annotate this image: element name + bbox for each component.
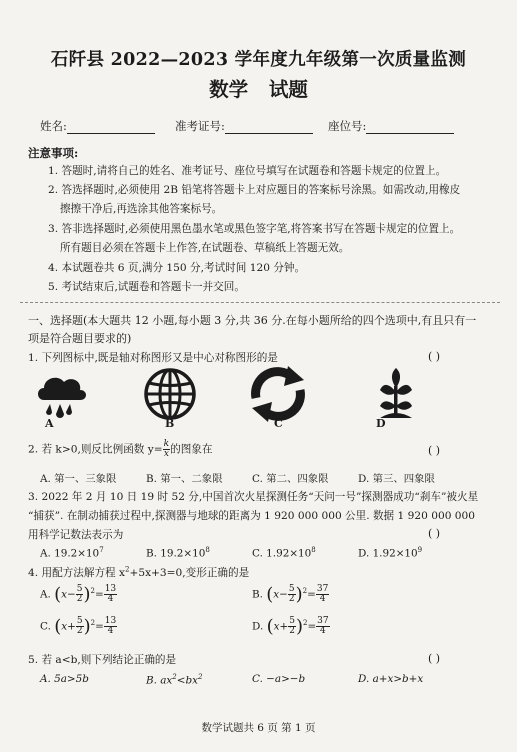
option-a: A. $19.2\times 10^7$ bbox=[40, 546, 104, 560]
option-c: C. $1.92\times 10^8$ bbox=[252, 546, 316, 560]
option-c: C. (x+ $\frac{5}{2}$ )$^2$= $\frac{13}{4}$ bbox=[40, 616, 117, 637]
seat-label: 座位号: bbox=[328, 119, 367, 133]
question-4-stem: 4. 用配方法解方程 $x^2+5x+3=0$,变形正确的是 bbox=[28, 565, 250, 579]
note-item: 2. 答选择题时,必须使用 2B 铅笔将答题卡上对应题目的答案标号涂黑。如需改动,用橡皮 bbox=[48, 184, 461, 196]
option-d: D. a+x>b+x bbox=[358, 673, 424, 685]
option-c: C. −a>−b bbox=[252, 673, 306, 685]
exam-id-label: 准考证号: bbox=[175, 119, 225, 133]
option-label: D bbox=[376, 417, 386, 430]
exam-id-blank bbox=[225, 121, 313, 134]
option-label: A bbox=[45, 417, 54, 430]
question-1-stem: 1. 下列图标中,既是轴对称图形又是中心对称图形的是 bbox=[28, 352, 278, 364]
option-c: C. 第二、四象限 bbox=[252, 473, 329, 485]
question-5-stem: 5. 若 a<b,则下列结论正确的是 bbox=[28, 654, 177, 666]
question-3-stem: 用科学记数法表示为 bbox=[28, 529, 124, 541]
option-b: B. $ax^2<bx^2$ bbox=[146, 673, 203, 687]
answer-paren: ( ) bbox=[428, 350, 441, 363]
option-label: B bbox=[165, 417, 175, 430]
option-d: D. (x+ $\frac{5}{2}$ )$^2$= $\frac{37}{4}$ bbox=[252, 616, 329, 637]
section-divider bbox=[20, 302, 500, 303]
answer-paren: ( ) bbox=[428, 652, 441, 665]
option-b: B. $19.2\times 10^8$ bbox=[146, 546, 210, 560]
answer-paren: ( ) bbox=[428, 444, 441, 457]
option-d: D. 第三、四象限 bbox=[358, 473, 435, 485]
seat-blank bbox=[366, 121, 454, 134]
note-item: 擦擦干净后,再选涂其他答案标号。 bbox=[60, 203, 223, 215]
note-item: 5. 考试结束后,试题卷和答题卡一并交回。 bbox=[48, 281, 245, 293]
option-b: B. 第一、二象限 bbox=[146, 473, 223, 485]
name-field bbox=[40, 118, 155, 134]
note-item: 所有题目必须在答题卡上作答,在试题卷、草稿纸上答题无效。 bbox=[60, 242, 350, 254]
seat-field bbox=[328, 118, 454, 134]
option-a: A. 第一、三象限 bbox=[40, 473, 117, 485]
page-footer: 数学试题共 6 页 第 1 页 bbox=[201, 722, 316, 734]
section-heading: 一、选择题(本大题共 12 小题,每小题 3 分,共 36 分.在每小题所给的四个选项中,有且只有一 bbox=[28, 314, 477, 327]
section-heading-cont: 项是符合题目要求的) bbox=[28, 332, 132, 345]
option-label: C bbox=[274, 417, 283, 430]
fraction: $\frac{k}{x}$ bbox=[163, 439, 170, 459]
option-b: B. (x− $\frac{5}{2}$ )$^2$= $\frac{37}{4}$ bbox=[252, 584, 329, 605]
sprout-icon bbox=[380, 368, 412, 418]
question-3-stem: 3. 2022 年 2 月 10 日 19 时 52 分,中国首次火星探测任务“天问一号”探测器成功“刹车”被火星 bbox=[28, 491, 479, 503]
exam-title: 石阡县 2022—2023 学年度九年级第一次质量监测 bbox=[50, 50, 467, 70]
rain-cloud-icon bbox=[38, 378, 86, 418]
question-1-icons bbox=[24, 366, 494, 426]
name-blank bbox=[67, 121, 155, 134]
option-d: D. $1.92\times 10^9$ bbox=[358, 546, 423, 560]
exam-id-field bbox=[175, 118, 313, 134]
question-2-stem: 2. 若 k>0,则反比例函数 y= $\frac{k}{x}$ 的图象在 bbox=[28, 439, 213, 459]
name-label: 姓名: bbox=[40, 119, 67, 133]
note-item: 1. 答题时,请将自己的姓名、准考证号、座位号填写在试题卷和答题卡规定的位置上。 bbox=[48, 165, 447, 177]
globe-icon bbox=[146, 370, 194, 418]
notes-heading: 注意事项: bbox=[28, 146, 79, 160]
option-a: A. (x− $\frac{5}{2}$ )$^2$= $\frac{13}{4}$ bbox=[40, 584, 117, 605]
recycle-arrows-icon bbox=[252, 366, 304, 422]
option-a: A. 5a>5b bbox=[40, 673, 89, 685]
exam-subtitle: 数学 试题 bbox=[209, 78, 308, 101]
question-3-stem: “捕获”. 在制动捕获过程中,探测器与地球的距离为 1 920 000 000 公里. 数据 1 920 000 000 bbox=[28, 510, 476, 522]
note-item: 3. 答非选择题时,必须使用黑色墨水笔或黑色签字笔,将答案书写在答题卡规定的位置上。 bbox=[48, 223, 461, 235]
answer-paren: ( ) bbox=[428, 527, 441, 540]
note-item: 4. 本试题卷共 6 页,满分 150 分,考试时间 120 分钟。 bbox=[48, 262, 306, 274]
